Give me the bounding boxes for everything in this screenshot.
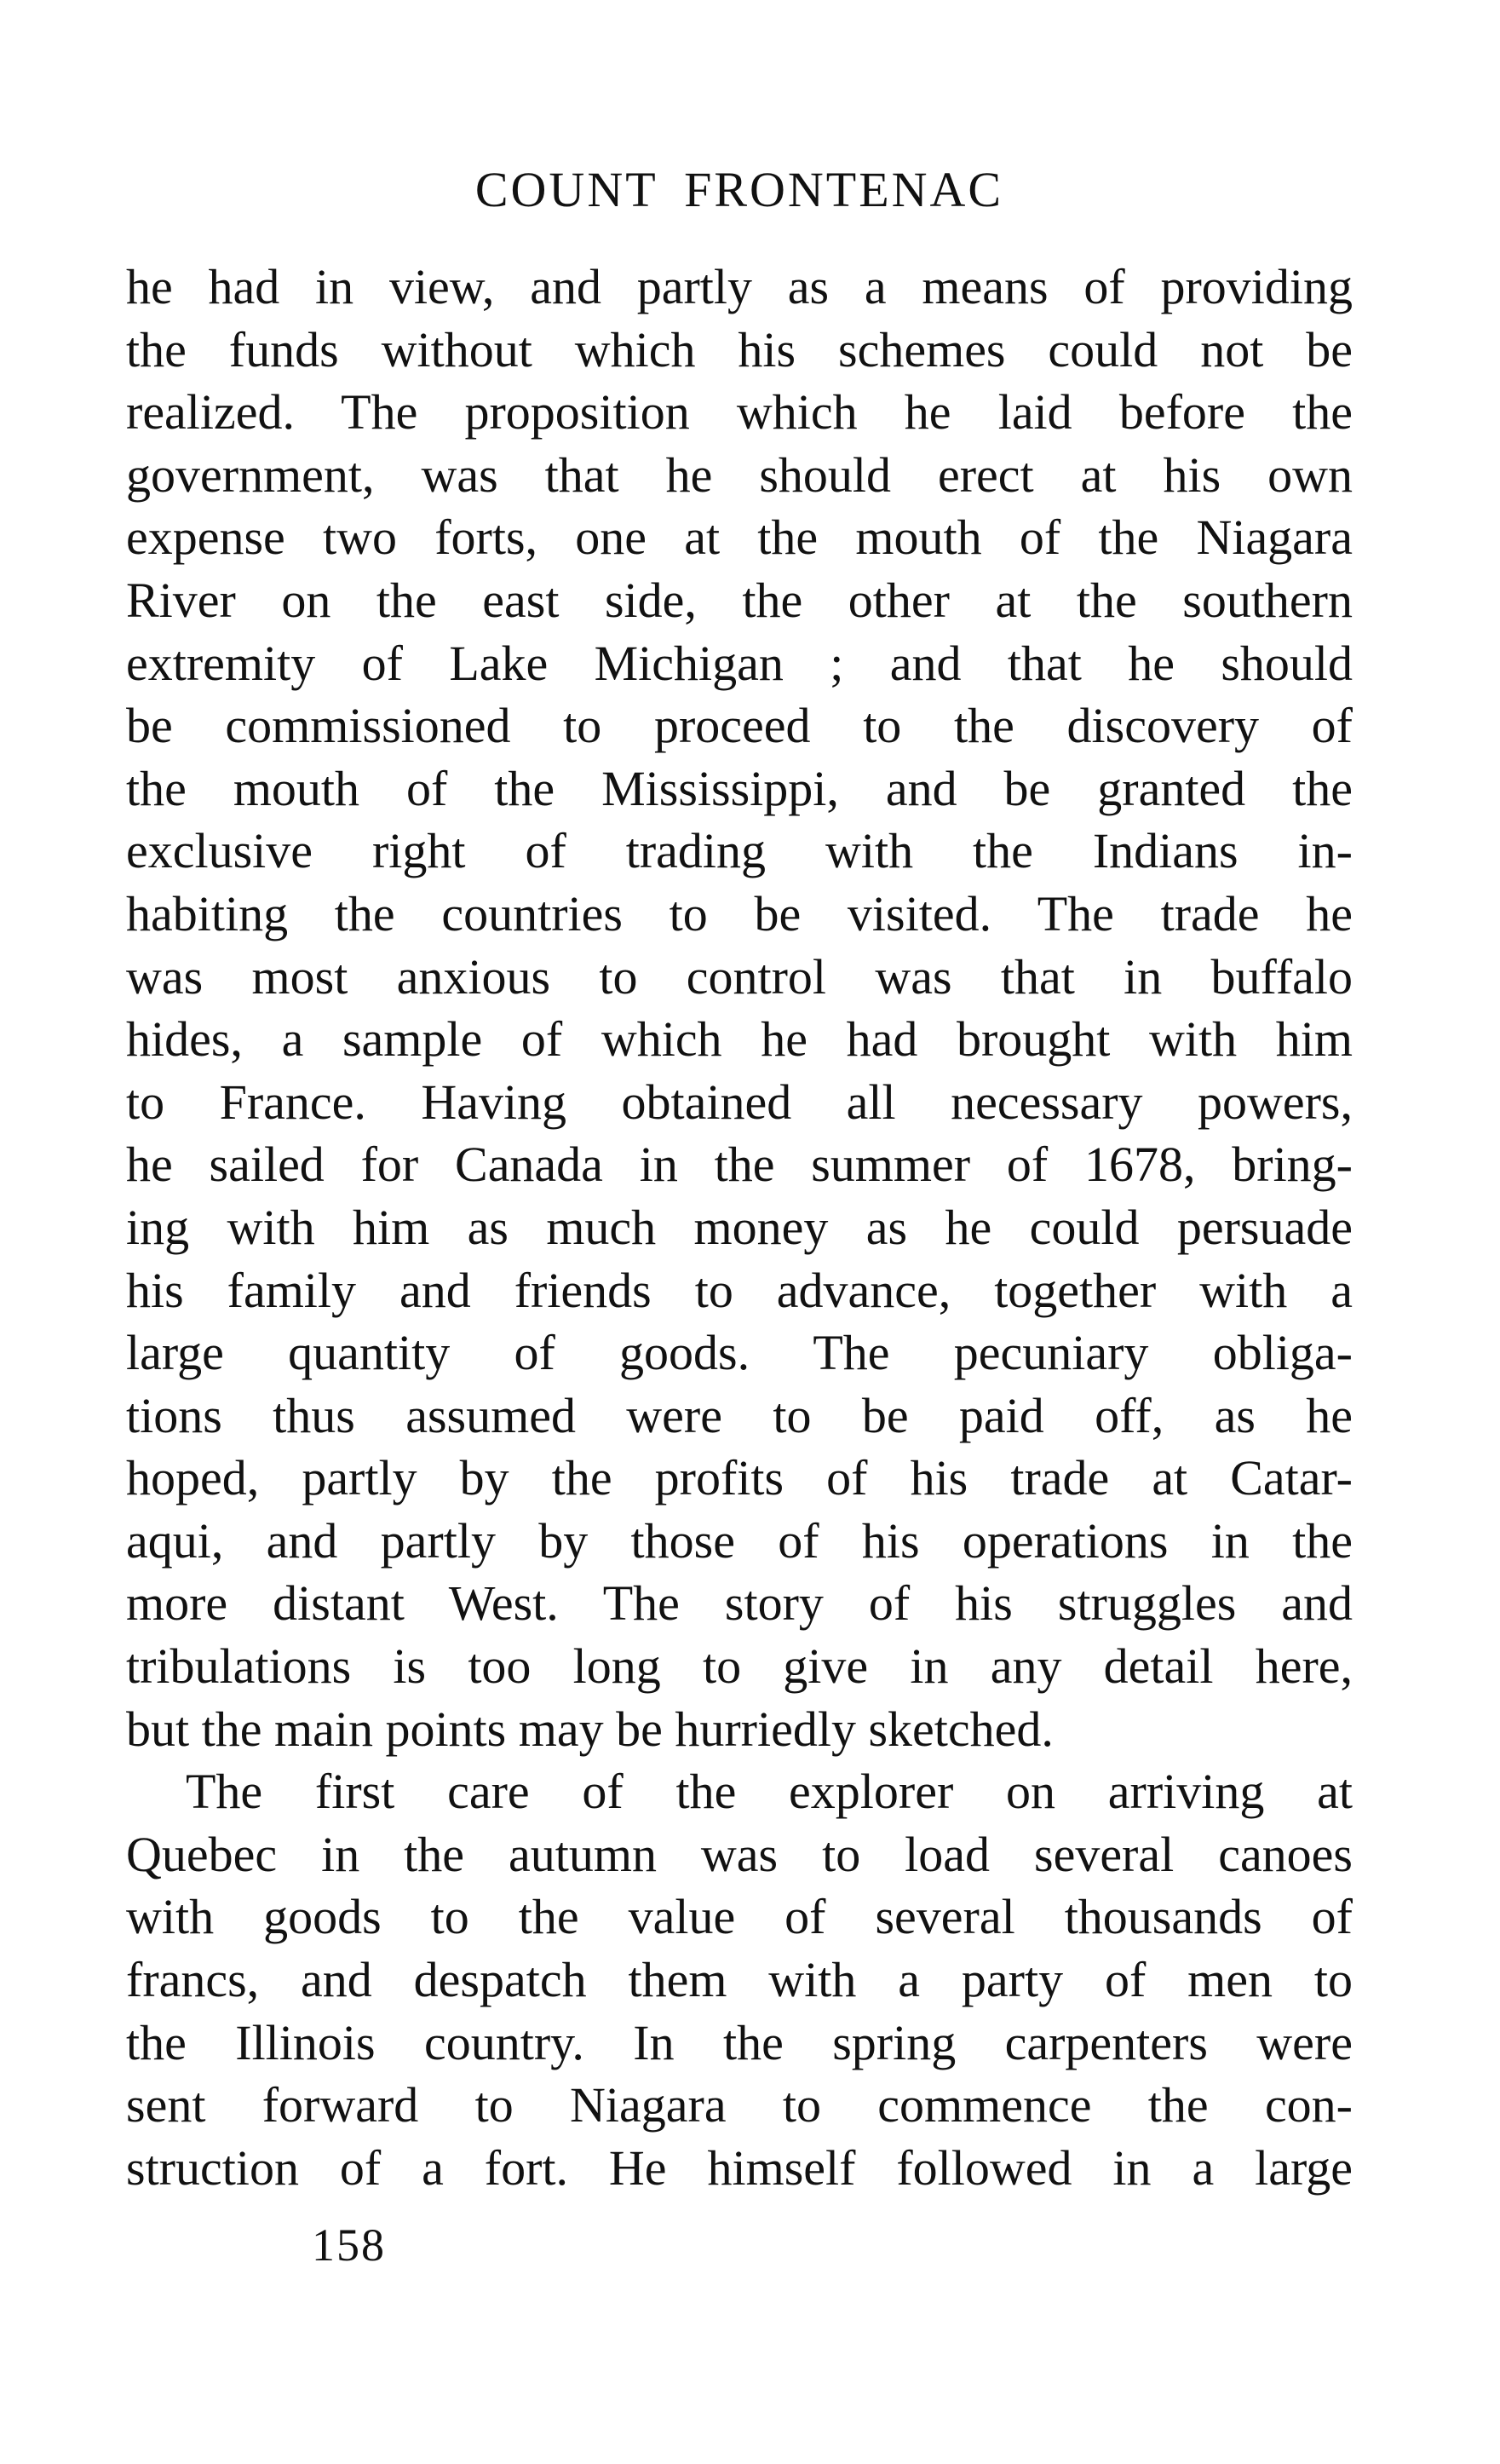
text-line: tribulations is too long to give in any detail here, [126, 1638, 1353, 1695]
running-head: COUNT FRONTENAC [474, 162, 1004, 217]
text-line: sent forward to Niagara to commence the con- [126, 2077, 1353, 2133]
text-line: ing with him as much money as he could persuade [126, 1199, 1353, 1255]
text-line: Quebec in the autumn was to load several canoes [126, 1826, 1353, 1882]
paragraph-last-line: but the main points may be hurriedly sketched. [126, 1701, 1054, 1757]
paragraph-first-line: The first care of the explorer on arriving at [186, 1764, 1353, 1820]
text-line: to France. Having obtained all necessary powers, [126, 1074, 1353, 1130]
text-line: hides, a sample of which he had brought with him [126, 1011, 1353, 1068]
text-line: the Illinois country. In the spring carpenters were [126, 2014, 1353, 2070]
text-line: realized. The proposition which he laid before the [126, 384, 1353, 440]
text-line: River on the east side, the other at the southern [126, 572, 1353, 628]
text-line: expense two forts, one at the mouth of the Niagara [126, 509, 1353, 566]
text-line: more distant West. The story of his struggles and [126, 1575, 1353, 1632]
text-line: his family and friends to advance, together with a [126, 1262, 1353, 1318]
text-line: government, was that he should erect at his own [126, 446, 1353, 503]
text-line: hoped, partly by the profits of his trade at Catar- [126, 1450, 1353, 1506]
text-line: tions thus assumed were to be paid off, as he [126, 1387, 1353, 1443]
text-line: large quantity of goods. The pecuniary obliga- [126, 1325, 1353, 1381]
text-line: be commissioned to proceed to the discovery of [126, 698, 1353, 754]
text-line: francs, and despatch them with a party of men to [126, 1952, 1353, 2008]
text-line: he had in view, and partly as a means of providing [126, 259, 1353, 314]
text-line: habiting the countries to be visited. The trade he [126, 885, 1353, 941]
text-line: the funds without which his schemes could not be [126, 321, 1353, 377]
text-line: extremity of Lake Michigan ; and that he should [126, 635, 1353, 691]
page-number: 158 [312, 2219, 386, 2271]
text-line: aqui, and partly by those of his operations in the [126, 1512, 1353, 1569]
text-line: exclusive right of trading with the Indians in- [126, 823, 1353, 879]
body-text [126, 256, 1353, 2199]
text-line: struction of a fort. He himself followed in a large [126, 2139, 1353, 2196]
text-line: with goods to the value of several thousands of [126, 1889, 1353, 1945]
text-line: he sailed for Canada in the summer of 1678, bring- [126, 1137, 1353, 1193]
text-line: the mouth of the Mississippi, and be granted the [126, 760, 1353, 816]
text-line: was most anxious to control was that in buffalo [126, 948, 1353, 1005]
